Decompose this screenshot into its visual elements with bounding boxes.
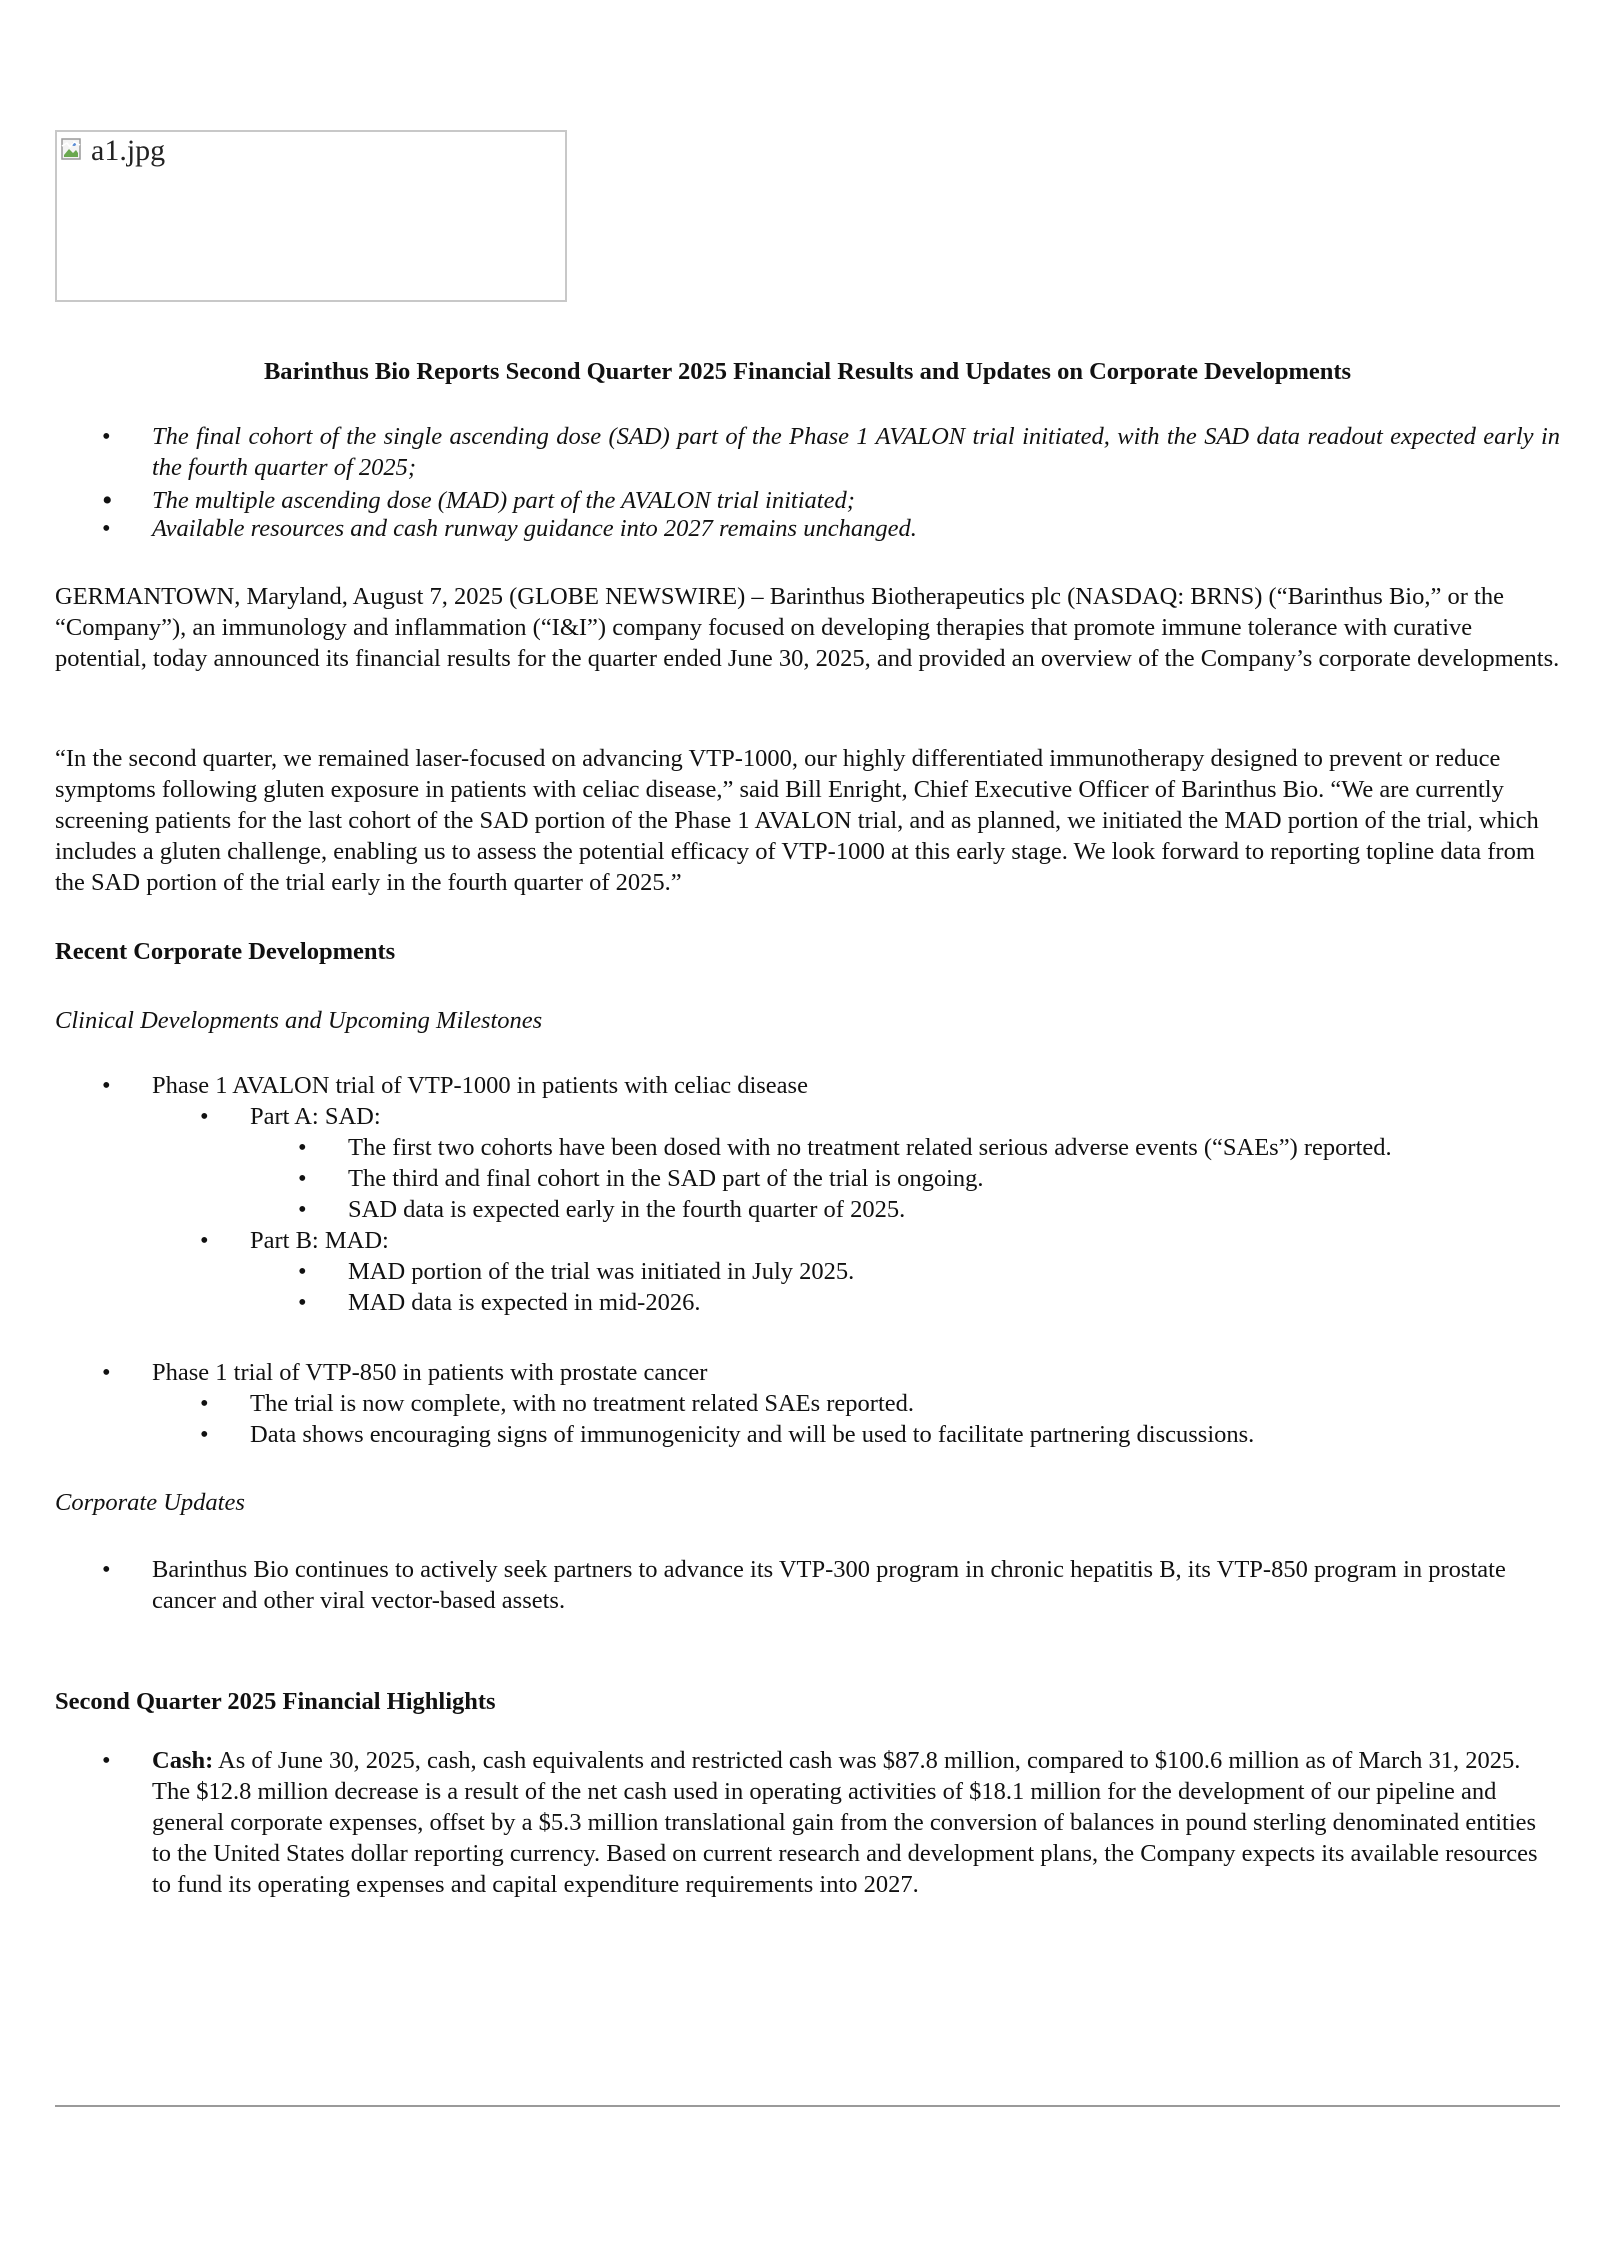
clinical-subitem-text: Data shows encouraging signs of immunogenicity and will be used to facilitate partnering discussions. xyxy=(250,1421,1255,1448)
corporate-update-text: Barinthus Bio continues to actively seek partners to advance its VTP-300 program in chronic hepatitis B, its VTP-850 program in prostate cancer and other viral vector-based assets. xyxy=(152,1556,1506,1614)
press-release-title: Barinthus Bio Reports Second Quarter 2025 Financial Results and Updates on Corporate Developments xyxy=(263,358,1352,385)
bullet-glyph: • xyxy=(200,1421,209,1448)
clinical-subitem-text: The trial is now complete, with no treatment related SAEs reported. xyxy=(250,1390,915,1417)
clinical-item-text: Phase 1 AVALON trial of VTP-1000 in patients with celiac disease xyxy=(152,1072,808,1099)
bullet-glyph: • xyxy=(102,423,111,450)
clinical-subitem xyxy=(55,1132,1560,1163)
clinical-subitem xyxy=(55,1194,1560,1225)
clinical-subitem-text: The first two cohorts have been dosed with no treatment related serious adverse events (“SAEs”) reported. xyxy=(348,1134,1392,1161)
summary-bullet-text: Available resources and cash runway guidance into 2027 remains unchanged. xyxy=(152,515,917,542)
summary-bullet-item xyxy=(55,513,1560,544)
logo-alt-text: a1.jpg xyxy=(91,134,166,167)
bullet-glyph: • xyxy=(102,1556,111,1583)
summary-bullet-item xyxy=(55,485,1560,516)
bullet-glyph: • xyxy=(200,1227,209,1254)
bullet-glyph: • xyxy=(102,484,113,517)
bullet-glyph: • xyxy=(298,1289,307,1316)
bullet-glyph: • xyxy=(298,1196,307,1223)
clinical-subitem xyxy=(55,1163,1560,1194)
clinical-item-text: Part A: SAD: xyxy=(250,1103,381,1130)
bullet-glyph: • xyxy=(298,1165,307,1192)
summary-bullet-text: The multiple ascending dose (MAD) part of the AVALON trial initiated; xyxy=(152,487,855,514)
clinical-subitem-text: MAD data is expected in mid-2026. xyxy=(348,1289,701,1316)
bullet-glyph: • xyxy=(298,1258,307,1285)
clinical-subitem xyxy=(55,1256,1560,1287)
ceo-quote-paragraph: “In the second quarter, we remained laser-focused on advancing VTP-1000, our highly differentiated immunotherapy designed to prevent or reduce symptoms following gluten exposure in patients with celiac disease,” said Bill Enright, Chief Executive Officer of Barinthus Bio. “We are currently screening patients for the last cohort of the SAD portion of the Phase 1 AVALON trial, and as planned, we initiated the MAD portion of the trial, which includes a gluten challenge, enabling us to assess the potential efficacy of VTP-1000 at this early stage. We look forward to reporting topline data from the SAD portion of the trial early in the fourth quarter of 2025.” xyxy=(55,745,1539,896)
clinical-subitem-text: MAD portion of the trial was initiated in July 2025. xyxy=(348,1258,855,1285)
corporate-update-item xyxy=(55,1554,1560,1616)
broken-image-icon xyxy=(61,138,81,160)
clinical-item-text: Phase 1 trial of VTP-850 in patients with prostate cancer xyxy=(152,1359,708,1386)
cash-text: As of June 30, 2025, cash, cash equivalents and restricted cash was $87.8 million, compared to $100.6 million as of March 31, 2025. The $12.8 million decrease is a result of the net cash used in operating activities of $18.1 million for the development of our pipeline and general corporate expenses, offset by a $5.3 million translational gain from the conversion of balances in pound sterling denominated entities to the United States dollar reporting currency. Based on current research and development plans, the Company expects its available resources to fund its operating expenses and capital expenditure requirements into 2027. xyxy=(152,1747,1538,1898)
section-heading-recent-developments: Recent Corporate Developments xyxy=(55,938,396,965)
intro-paragraph: GERMANTOWN, Maryland, August 7, 2025 (GLOBE NEWSWIRE) – Barinthus Biotherapeutics plc (NASDAQ: BRNS) (“Barinthus Bio,” or the “Company”), an immunology and inflammation (“I&I”) company focused on developing therapies that promote immune tolerance with curative potential, today announced its financial results for the quarter ended June 30, 2025, and provided an overview of the Company’s corporate developments. xyxy=(55,583,1560,672)
bullet-glyph: • xyxy=(200,1103,209,1130)
page-divider xyxy=(55,2105,1560,2107)
clinical-item-part-a xyxy=(55,1101,1560,1132)
clinical-developments-list xyxy=(55,1070,1560,1318)
bullet-glyph: • xyxy=(102,1072,111,1099)
vtp850-list xyxy=(55,1357,1560,1450)
summary-bullet-list xyxy=(55,421,1560,544)
clinical-subitem xyxy=(55,1388,1560,1419)
clinical-item-avalon xyxy=(55,1070,1560,1101)
subheading-corporate-updates: Corporate Updates xyxy=(55,1489,245,1516)
bullet-glyph: • xyxy=(102,1359,111,1386)
company-logo-placeholder xyxy=(55,130,567,302)
bullet-glyph: • xyxy=(298,1134,307,1161)
summary-bullet-text: The final cohort of the single ascending dose (SAD) part of the Phase 1 AVALON trial initiated, with the SAD data readout expected early in the fourth quarter of 2025; xyxy=(152,423,1560,481)
section-heading-financial-highlights: Second Quarter 2025 Financial Highlights xyxy=(55,1688,496,1715)
clinical-subitem-text: The third and final cohort in the SAD part of the trial is ongoing. xyxy=(348,1165,984,1192)
bullet-glyph: • xyxy=(102,1747,111,1774)
clinical-item-part-b xyxy=(55,1225,1560,1256)
corporate-updates-list xyxy=(55,1554,1560,1616)
financial-highlights-list xyxy=(55,1745,1560,1900)
subheading-clinical-developments: Clinical Developments and Upcoming Milestones xyxy=(55,1007,543,1034)
clinical-subitem xyxy=(55,1419,1560,1450)
summary-bullet-item xyxy=(55,421,1560,483)
financial-item-cash xyxy=(55,1745,1560,1900)
clinical-subitem xyxy=(55,1287,1560,1318)
bullet-glyph: • xyxy=(200,1390,209,1417)
clinical-subitem-text: SAD data is expected early in the fourth quarter of 2025. xyxy=(348,1196,906,1223)
clinical-item-text: Part B: MAD: xyxy=(250,1227,389,1254)
cash-label: Cash: xyxy=(152,1747,214,1774)
clinical-item-vtp850 xyxy=(55,1357,1560,1388)
bullet-glyph: • xyxy=(102,515,111,542)
